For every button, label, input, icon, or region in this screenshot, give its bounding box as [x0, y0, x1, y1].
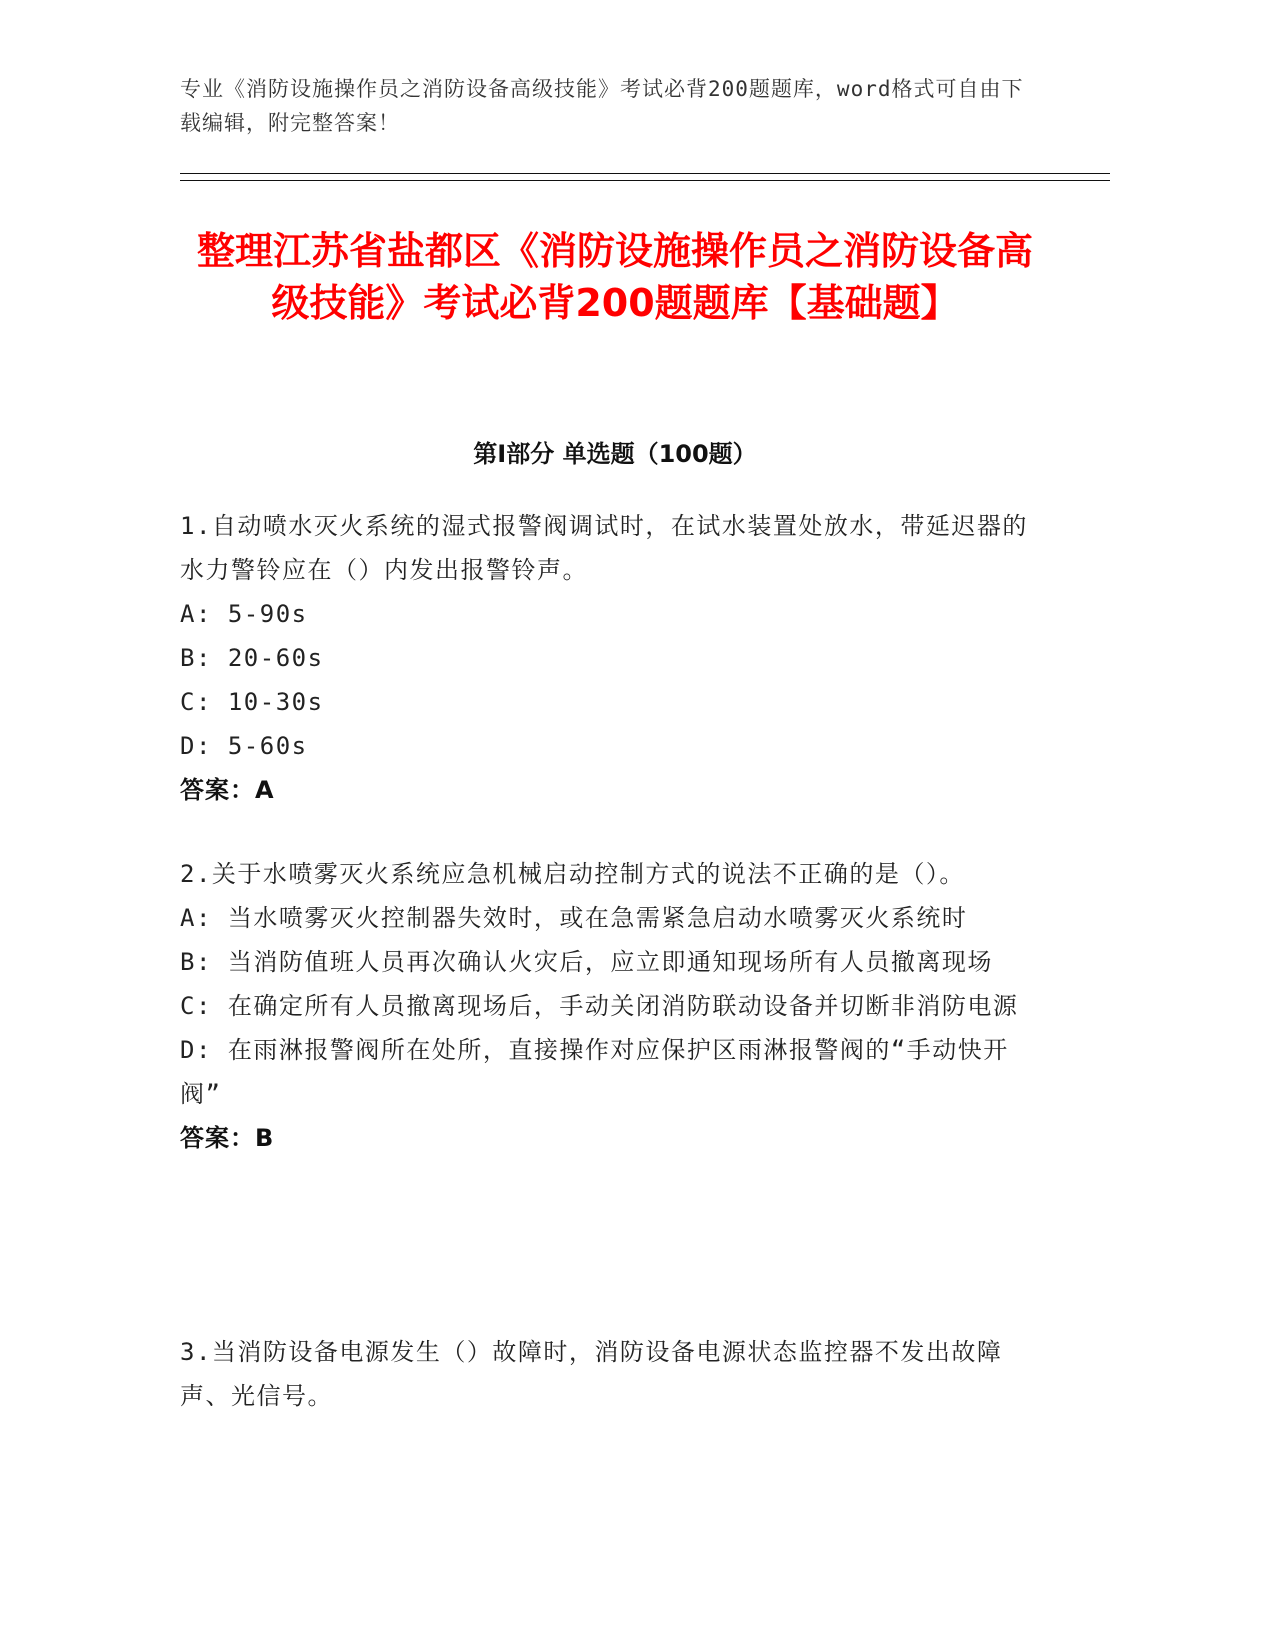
document-title: 整理江苏省盐都区《消防设施操作员之消防设备高级技能》考试必背200题题库【基础题】	[196, 229, 1033, 325]
option-b: B: 20-60s	[180, 644, 324, 672]
option-b: B: 当消防值班人员再次确认火灾后，应立即通知现场所有人员撤离现场	[180, 948, 993, 976]
option-c: C: 在确定所有人员撤离现场后，手动关闭消防联动设备并切断非消防电源	[180, 992, 1019, 1020]
option-c: C: 10-30s	[180, 688, 324, 716]
header-note: 专业《消防设施操作员之消防设备高级技能》考试必背200题题库，word格式可自由下载编辑，附完整答案！	[180, 77, 1024, 135]
answer: 答案：B	[180, 1124, 275, 1152]
header-divider-top	[180, 173, 1110, 174]
question-1	[180, 504, 1040, 812]
option-d: D: 5-60s	[180, 732, 308, 760]
question-3	[180, 1330, 1040, 1418]
header-divider-bottom	[180, 180, 1110, 181]
question-stem: 1.自动喷水灭火系统的湿式报警阀调试时，在试水装置处放水，带延迟器的水力警铃应在（）内发出报警铃声。	[180, 512, 1028, 584]
section-heading: 第Ⅰ部分 单选题（100题）	[473, 440, 757, 468]
option-d: D: 在雨淋报警阀所在处所，直接操作对应保护区雨淋报警阀的“手动快开阀”	[180, 1036, 1009, 1108]
option-a: A: 当水喷雾灭火控制器失效时，或在急需紧急启动水喷雾灭火系统时	[180, 904, 968, 932]
question-2	[180, 852, 1040, 1160]
question-stem: 2.关于水喷雾灭火系统应急机械启动控制方式的说法不正确的是（）。	[180, 860, 965, 888]
answer: 答案：A	[180, 776, 275, 804]
question-stem: 3.当消防设备电源发生（）故障时，消防设备电源状态监控器不发出故障声、光信号。	[180, 1338, 1003, 1410]
option-a: A: 5-90s	[180, 600, 308, 628]
